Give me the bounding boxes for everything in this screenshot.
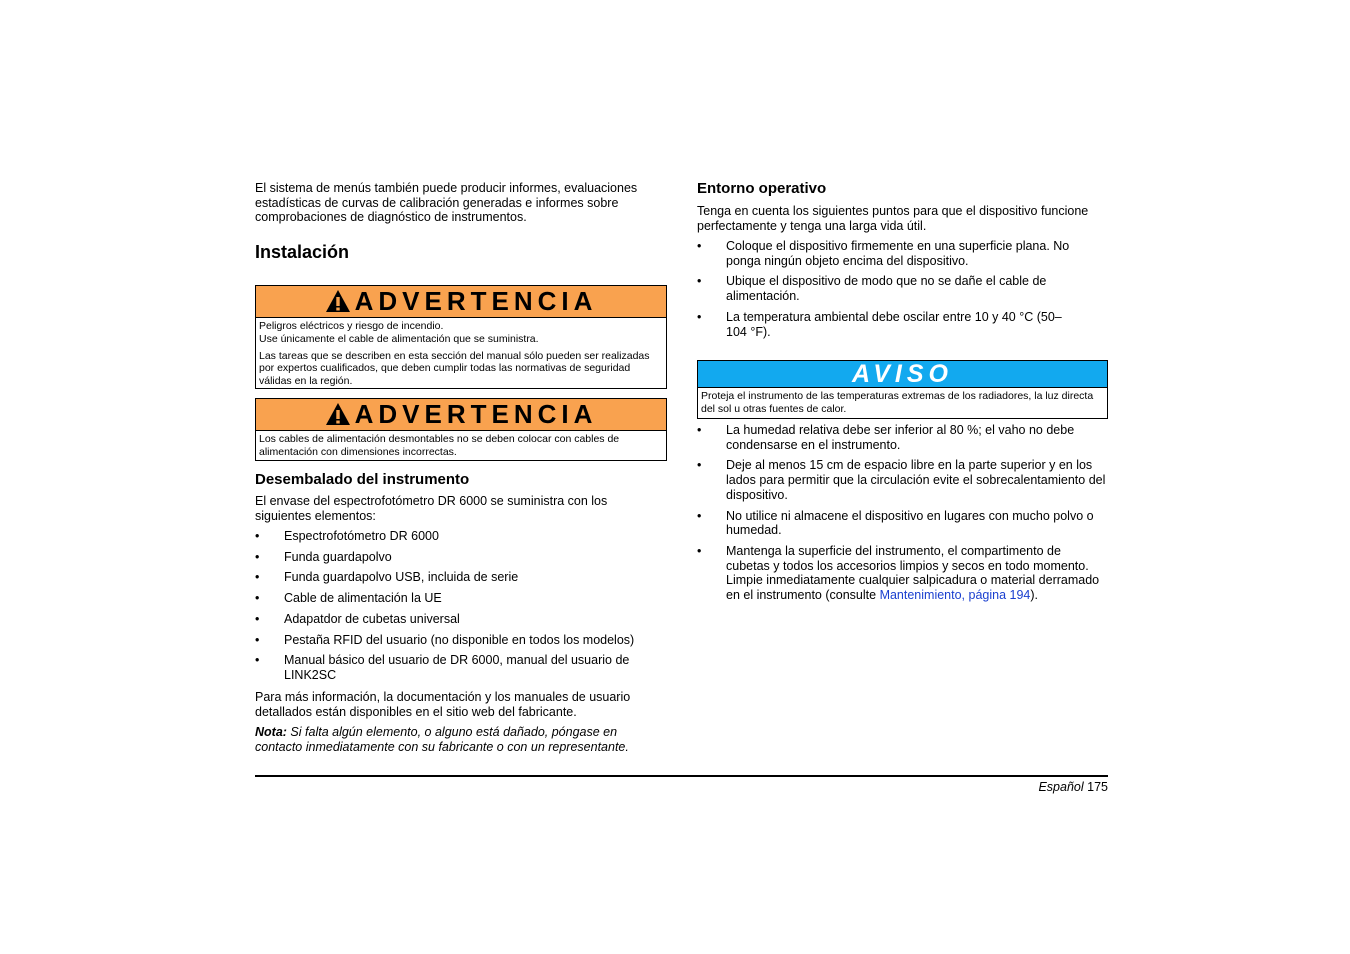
note-label: Nota:: [255, 725, 287, 739]
list-item-text: Mantenga la superficie del instrumento, el compartimento de cubetas y todos los accesorios limpios y secos en todo momento. Limpie inmediatamente cualquier salpicadura o material derramado en el instrumento (consulte: [726, 543, 1100, 603]
warning-body-1: [256, 318, 666, 392]
list-item-text: Manual básico del usuario de DR 6000, manual del usuario de LINK2SC: [284, 653, 630, 682]
note-text: Si falta algún elemento, o alguno está dañado, póngase en contacto inmediatamente con su fabricante o con un representante.: [255, 725, 629, 754]
list-item: [255, 570, 667, 585]
warning-header-2: [256, 399, 666, 431]
aviso-body: [698, 388, 1107, 420]
bullet-glyph: •: [697, 309, 702, 324]
bullet-glyph: •: [697, 423, 702, 437]
bullet-glyph: •: [697, 458, 702, 473]
bullet-glyph: •: [697, 508, 702, 523]
footer-language: Español: [1038, 780, 1084, 794]
aviso-box: [697, 360, 1108, 419]
list-item-text: Coloque el dispositivo firmemente en una superficie plana. No ponga ningún objeto encima del dispositivo.: [726, 239, 1070, 268]
list-item-text: No utilice ni almacene el dispositivo en lugares con mucho polvo o humedad.: [726, 508, 1094, 538]
list-item: [697, 239, 1082, 268]
list-item: [255, 550, 667, 565]
bullet-glyph: •: [255, 611, 260, 626]
warning-title-1: ADVERTENCIA: [354, 286, 598, 316]
bullet-glyph: •: [697, 239, 702, 253]
bullet-glyph: •: [255, 570, 260, 585]
aviso-header: [698, 361, 1107, 388]
bullet-glyph: •: [255, 591, 260, 606]
warning2-text: Los cables de alimentación desmontables no se deben colocar con cables de alimentación con dimensiones incorrectas.: [259, 433, 620, 458]
subheading-entorno: Entorno operativo: [697, 180, 827, 197]
entorno-items-list-2: [697, 423, 1108, 609]
warning-title-2: ADVERTENCIA: [354, 399, 598, 429]
unpack-items-list: [255, 529, 667, 689]
bullet-glyph: •: [255, 529, 260, 543]
aviso-text: Proteja el instrumento de las temperaturas extremas de los radiadores, la luz directa del sol u otras fuentes de calor.: [701, 390, 1094, 415]
list-item: [255, 653, 667, 682]
list-item-text: Funda guardapolvo USB, incluida de serie: [284, 570, 519, 585]
list-item-end: ).: [1030, 588, 1039, 603]
list-item-text: Adapatdor de cubetas universal: [284, 611, 460, 626]
more-info-paragraph: Para más información, la documentación y los manuales de usuario detallados están disponibles en el sitio web del fabricante.: [255, 690, 631, 719]
list-item: [697, 423, 1108, 452]
warning-triangle-icon: [325, 289, 351, 313]
intro-paragraph: El sistema de menús también puede producir informes, evaluaciones estadísticas de curvas de calibración generadas e informes sobre comprobaciones de diagnóstico de instrumentos.: [255, 181, 638, 225]
subheading-desembalado: Desembalado del instrumento: [255, 471, 470, 488]
warning1-line1: Peligros eléctricos y riesgo de incendio.: [259, 320, 444, 332]
warning-triangle-icon: [325, 402, 351, 426]
list-item: [255, 612, 667, 627]
entorno-intro: Tenga en cuenta los siguientes puntos para que el dispositivo funcione perfectamente y tenga una larga vida útil.: [697, 204, 1089, 233]
list-item: [255, 591, 667, 606]
bullet-glyph: •: [255, 653, 260, 668]
list-item: [697, 458, 1108, 502]
list-item-text: La temperatura ambiental debe oscilar entre 10 y 40 °C (50–104 °F).: [726, 309, 1062, 339]
bullet-glyph: •: [255, 632, 260, 647]
list-item-text: Espectrofotómetro DR 6000: [284, 529, 439, 543]
note-paragraph: [255, 725, 667, 754]
warning-body-2: [256, 431, 666, 463]
list-item-text: Cable de alimentación la UE: [284, 591, 442, 606]
page-number: 175: [1087, 780, 1108, 794]
warning-box-1: [255, 285, 667, 389]
list-item: [697, 544, 1108, 603]
list-item-text: La humedad relativa debe ser inferior al 80 %; el vaho no debe condensarse en el instrumento.: [726, 423, 1075, 452]
bullet-glyph: •: [255, 549, 260, 564]
warning-header-1: [256, 286, 666, 318]
warning-box-2: [255, 398, 667, 461]
page-footer: [1038, 780, 1108, 794]
list-item: [697, 274, 1082, 303]
list-item-text: Deje al menos 15 cm de espacio libre en la parte superior y en los lados para permitir que la circulación evite el sobrecalentamiento del dispositivo.: [726, 458, 1106, 502]
list-item: [697, 509, 1108, 538]
footer-rule: [255, 775, 1108, 777]
bullet-glyph: •: [697, 274, 702, 289]
list-item: [255, 529, 667, 544]
section-heading-instalacion: Instalación: [255, 242, 350, 262]
aviso-title: AVISO: [852, 360, 953, 388]
list-item-text: Ubique el dispositivo de modo que no se dañe el cable de alimentación.: [726, 274, 1047, 304]
list-item: [255, 633, 667, 648]
unpack-intro: El envase del espectrofotómetro DR 6000 se suministra con los siguientes elementos:: [255, 494, 608, 523]
list-item: [697, 310, 1082, 339]
entorno-items-list-1: [697, 239, 1082, 345]
warning1-line2: Use únicamente el cable de alimentación que se suministra.: [259, 332, 539, 345]
mantenimiento-link[interactable]: Mantenimiento, página 194: [879, 588, 1031, 603]
bullet-glyph: •: [697, 543, 702, 558]
warning1-paragraph2: Las tareas que se describen en esta sección del manual sólo pueden ser realizadas por expertos cualificados, que deben cumplir todas las normativas de seguridad válidas en la región.: [259, 349, 650, 388]
list-item-text: Pestaña RFID del usuario (no disponible en todos los modelos): [284, 632, 635, 647]
list-item-text: Funda guardapolvo: [284, 549, 392, 564]
